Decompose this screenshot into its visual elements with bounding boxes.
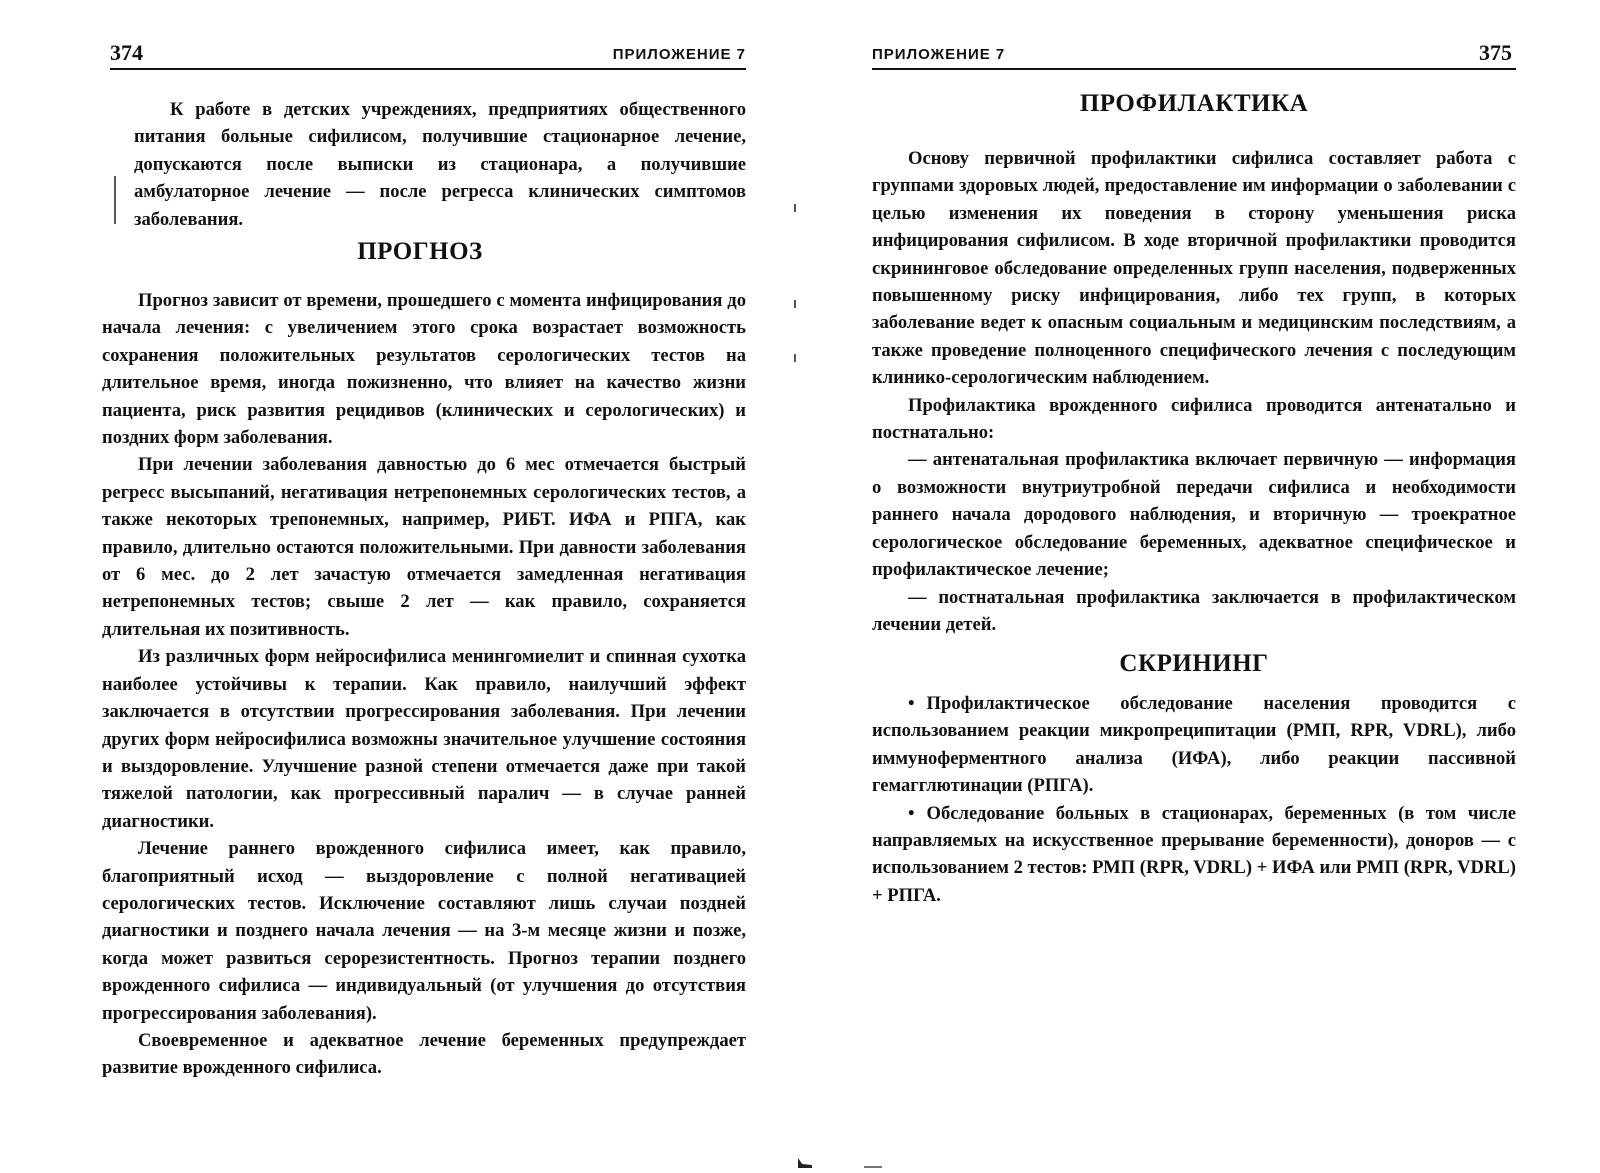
prognoz-paragraph: Лечение раннего врожденного сифилиса имеет, как правило, благоприятный исход — выздоровление с полной негативацией серологических тестов. Исключение составляют лишь случаи поздней диагностики и позднего начала лечения — на 3-м месяце жизни и позже, когда может развиться серорезистентность. Прогноз терапии позднего врожденного сифилиса — индивидуальный (от улучшения до отсутствия прогрессирования заболевания).	[102, 838, 746, 1024]
prognoz-paragraph: Из различных форм нейросифилиса менингомиелит и спинная сухотка наиболее устойчивы к терапии. Как правило, наилучший эффект заключается в отсутствии прогрессирования заболевания. При лечении других форм нейросифилиса возможны значительное улучшение состояния и выздоровление. Улучшение разной степени отмечается даже при такой тяжелой патологии, как прогрессивный паралич — в случае ранней диагностики.	[102, 646, 746, 832]
left-page-number: 374	[110, 40, 143, 65]
skrining-body	[872, 690, 1516, 909]
scan-mark	[114, 176, 116, 224]
profilaktika-paragraph: Основу первичной профилактики сифилиса составляет работа с группами здоровых людей, предоставление им информации о заболевании с целью изменения их поведения в сторону уменьшения риска инфицирования сифилисом. В ходе вторичной профилактики проводится скрининговое обследование определенных групп населения, подверженных повышенному риску инфицирования, либо тех групп, в которых заболевание ведет к опасным социальным и медицинским последствиям, а также проведение полноценного специфического лечения с последующим клинико-серологическим наблюдением.	[872, 148, 1516, 389]
scan-mark	[794, 300, 796, 308]
right-running-head-title: ПРИЛОЖЕНИЕ 7	[872, 46, 1006, 63]
prognoz-paragraph: Своевременное и адекватное лечение беременных предупреждает развитие врожденного сифилиса.	[102, 1029, 746, 1079]
scan-corner-mark	[798, 1158, 812, 1168]
profilaktika-body	[872, 145, 1516, 638]
section-title-prognoz: ПРОГНОЗ	[357, 238, 483, 265]
scan-mark	[794, 354, 796, 362]
skrining-bullet: • Обследование больных в стационарах, беременных (в том числе направляемых на искусственное прерывание беременности), доноров — с использованием 2 тестов: РМП (RPR, VDRL) + ИФА или РМП (RPR, VDRL) + РПГА.	[872, 800, 1516, 910]
right-page-number: 375	[1479, 40, 1512, 65]
left-intro-block	[134, 96, 746, 233]
scan-dash-mark	[864, 1166, 882, 1168]
prognoz-paragraph: Прогноз зависит от времени, прошедшего с момента инфицирования до начала лечения: с увеличением этого срока возрастает возможность сохранения положительных результатов серологических тестов на длительное время, иногда пожизненно, что влияет на качество жизни пациента, риск развития рецидивов (клинических и серологических) и поздних форм заболевания.	[102, 290, 746, 449]
prognoz-body	[102, 287, 746, 1082]
profilaktika-paragraph: — постнатальная профилактика заключается в профилактическом лечении детей.	[872, 586, 1516, 635]
profilaktika-paragraph: — антенатальная профилактика включает первичную — информация о возможности внутриутробной передачи сифилиса и необходимости раннего начала дородового наблюдения, и вторичную — троекратное серологическое обследование беременных, адекватное специфическое и профилактическое лечение;	[872, 449, 1516, 581]
right-running-head	[872, 38, 1516, 70]
left-running-head	[110, 38, 746, 70]
profilaktika-paragraph: Профилактика врожденного сифилиса проводится антенатально и постнатально:	[872, 394, 1516, 444]
skrining-bullet: • Профилактическое обследование населения проводится с использованием реакции микропреципитации (РМП, RPR, VDRL), либо иммуноферментного анализа (ИФА), либо реакции пассивной гемагглютинации (РПГА).	[872, 690, 1516, 800]
intro-paragraph: К работе в детских учреждениях, предприятиях общественного питания больные сифилисом, получившие стационарное лечение, допускаются после выписки из стационара, а получившие амбулаторное лечение — после регресса клинических симптомов заболевания.	[134, 99, 746, 230]
scan-mark	[794, 204, 796, 212]
section-title-profilaktika: ПРОФИЛАКТИКА	[1079, 90, 1309, 117]
section-title-skrining: СКРИНИНГ	[1119, 650, 1269, 677]
prognoz-paragraph: При лечении заболевания давностью до 6 мес отмечается быстрый регресс высыпаний, негативация нетрепонемных серологических тестов, а также некоторых трепонемных, например, РИБТ. ИФА и РПГА, как правило, длительно остаются положительными. При давности заболевания от 6 мес. до 2 лет зачастую отмечается замедленная негативация нетрепонемных тестов; свыше 2 лет — как правило, сохраняется длительная их позитивность.	[102, 454, 746, 640]
left-running-head-title: ПРИЛОЖЕНИЕ 7	[612, 46, 746, 63]
